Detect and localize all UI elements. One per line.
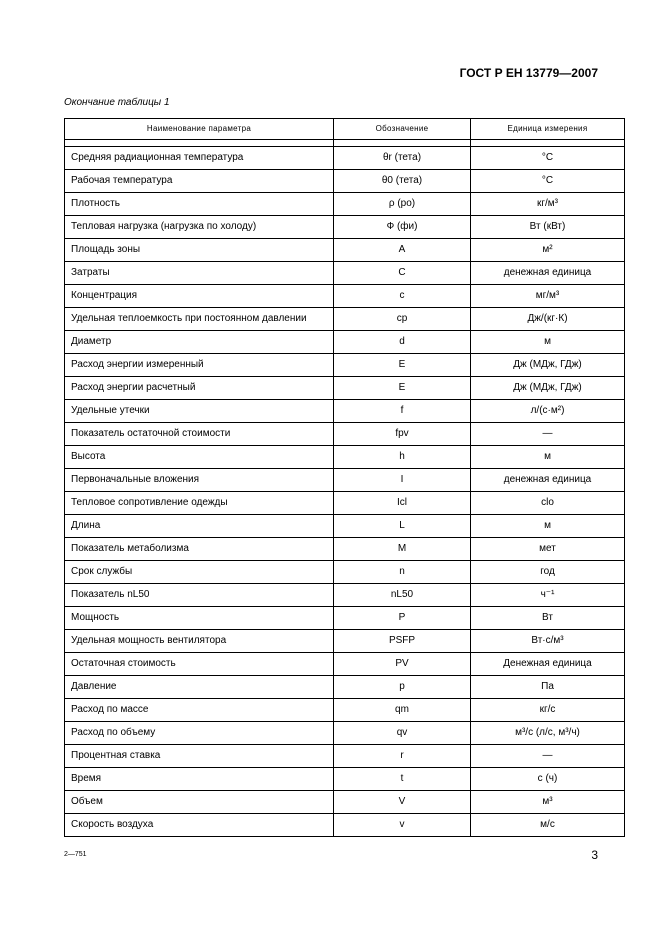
parameter-name-cell: Площадь зоны — [65, 239, 334, 262]
header-parameter-name: Наименование параметра — [65, 119, 334, 140]
symbol-cell: V — [334, 791, 471, 814]
parameter-name-cell: Удельная теплоемкость при постоянном давлении — [65, 308, 334, 331]
symbol-cell: E — [334, 377, 471, 400]
unit-cell: мет — [471, 538, 625, 561]
parameter-name-cell: Тепловая нагрузка (нагрузка по холоду) — [65, 216, 334, 239]
table-row — [65, 285, 625, 308]
unit-cell: clo — [471, 492, 625, 515]
parameter-name-cell: Плотность — [65, 193, 334, 216]
table-row — [65, 607, 625, 630]
parameter-name-cell: Удельные утечки — [65, 400, 334, 423]
parameter-name-cell: Давление — [65, 676, 334, 699]
parameter-name-cell: Расход по массе — [65, 699, 334, 722]
symbol-cell: P — [334, 607, 471, 630]
unit-cell: Дж (МДж, ГДж) — [471, 354, 625, 377]
parameter-name-cell: Расход энергии измеренный — [65, 354, 334, 377]
parameter-name-cell: Высота — [65, 446, 334, 469]
parameter-name-cell: Средняя радиационная температура — [65, 147, 334, 170]
unit-cell: °C — [471, 147, 625, 170]
parameter-name-cell: Расход энергии расчетный — [65, 377, 334, 400]
parameter-name-cell: Показатель остаточной стоимости — [65, 423, 334, 446]
symbol-cell: ρ (ро) — [334, 193, 471, 216]
symbol-cell: v — [334, 814, 471, 837]
table-row — [65, 239, 625, 262]
unit-cell: м³/с (л/с, м³/ч) — [471, 722, 625, 745]
table-row — [65, 745, 625, 768]
symbol-cell: PSFP — [334, 630, 471, 653]
unit-cell: мг/м³ — [471, 285, 625, 308]
symbol-cell: p — [334, 676, 471, 699]
table-row — [65, 193, 625, 216]
unit-cell: м/с — [471, 814, 625, 837]
table-row — [65, 331, 625, 354]
symbol-cell: h — [334, 446, 471, 469]
symbol-cell: cp — [334, 308, 471, 331]
parameter-name-cell: Скорость воздуха — [65, 814, 334, 837]
parameter-name-cell: Время — [65, 768, 334, 791]
document-code: ГОСТ Р ЕН 13779—2007 — [459, 66, 598, 80]
header-unit: Единица измерения — [471, 119, 625, 140]
parameter-name-cell: Объем — [65, 791, 334, 814]
table-row — [65, 791, 625, 814]
unit-cell: м — [471, 515, 625, 538]
parameter-name-cell: Удельная мощность вентилятора — [65, 630, 334, 653]
unit-cell: л/(с·м²) — [471, 400, 625, 423]
unit-cell: кг/м³ — [471, 193, 625, 216]
parameter-name-cell: Мощность — [65, 607, 334, 630]
table-caption: Окончание таблицы 1 — [64, 97, 170, 108]
table-row — [65, 538, 625, 561]
unit-cell: Вт·с/м³ — [471, 630, 625, 653]
unit-cell: денежная единица — [471, 469, 625, 492]
table-row — [65, 653, 625, 676]
parameter-name-cell: Процентная ставка — [65, 745, 334, 768]
symbol-cell: c — [334, 285, 471, 308]
symbol-cell: nL50 — [334, 584, 471, 607]
table-row — [65, 722, 625, 745]
unit-cell: денежная единица — [471, 262, 625, 285]
symbol-cell: n — [334, 561, 471, 584]
table-row — [65, 354, 625, 377]
unit-cell: Денежная единица — [471, 653, 625, 676]
table-row — [65, 170, 625, 193]
parameter-name-cell: Срок службы — [65, 561, 334, 584]
table-row — [65, 262, 625, 285]
symbol-cell: I — [334, 469, 471, 492]
unit-cell: Па — [471, 676, 625, 699]
table-row — [65, 768, 625, 791]
unit-cell: м — [471, 446, 625, 469]
unit-cell: Дж (МДж, ГДж) — [471, 377, 625, 400]
symbol-cell: PV — [334, 653, 471, 676]
symbol-cell: d — [334, 331, 471, 354]
table-row — [65, 423, 625, 446]
symbol-cell: qv — [334, 722, 471, 745]
unit-cell: м — [471, 331, 625, 354]
parameter-name-cell: Длина — [65, 515, 334, 538]
table-row — [65, 699, 625, 722]
symbol-cell: f — [334, 400, 471, 423]
unit-cell: — — [471, 745, 625, 768]
symbol-cell: fpv — [334, 423, 471, 446]
table-row — [65, 308, 625, 331]
symbol-cell: Ф (фи) — [334, 216, 471, 239]
parameter-name-cell: Показатель nL50 — [65, 584, 334, 607]
symbol-cell: M — [334, 538, 471, 561]
table-row — [65, 147, 625, 170]
parameter-name-cell: Показатель метаболизма — [65, 538, 334, 561]
symbol-cell: θ0 (тета) — [334, 170, 471, 193]
unit-cell: ч⁻¹ — [471, 584, 625, 607]
table-header-row — [65, 119, 625, 140]
table-row — [65, 446, 625, 469]
parameter-name-cell: Концентрация — [65, 285, 334, 308]
unit-cell: м³ — [471, 791, 625, 814]
symbol-cell: E — [334, 354, 471, 377]
symbol-cell: L — [334, 515, 471, 538]
symbol-cell: θr (тета) — [334, 147, 471, 170]
table-row — [65, 561, 625, 584]
table-row — [65, 469, 625, 492]
parameter-name-cell: Рабочая температура — [65, 170, 334, 193]
unit-cell: м² — [471, 239, 625, 262]
parameter-name-cell: Расход по объему — [65, 722, 334, 745]
unit-cell: Вт (кВт) — [471, 216, 625, 239]
symbol-cell: qm — [334, 699, 471, 722]
parameter-name-cell: Первоначальные вложения — [65, 469, 334, 492]
unit-cell: кг/с — [471, 699, 625, 722]
table-row — [65, 377, 625, 400]
symbol-cell: Icl — [334, 492, 471, 515]
symbol-cell: r — [334, 745, 471, 768]
table-row — [65, 630, 625, 653]
unit-cell: с (ч) — [471, 768, 625, 791]
table-row — [65, 492, 625, 515]
table-row — [65, 584, 625, 607]
parameters-table — [64, 118, 625, 837]
symbol-cell: t — [334, 768, 471, 791]
table-row — [65, 216, 625, 239]
table-row — [65, 400, 625, 423]
unit-cell: год — [471, 561, 625, 584]
print-code: 2—751 — [64, 851, 87, 858]
header-symbol: Обозначение — [334, 119, 471, 140]
symbol-cell: A — [334, 239, 471, 262]
table-row — [65, 814, 625, 837]
unit-cell: Дж/(кг·К) — [471, 308, 625, 331]
unit-cell: — — [471, 423, 625, 446]
symbol-cell: C — [334, 262, 471, 285]
unit-cell: °C — [471, 170, 625, 193]
parameter-name-cell: Затраты — [65, 262, 334, 285]
parameter-name-cell: Тепловое сопротивление одежды — [65, 492, 334, 515]
table-spacer — [65, 140, 625, 147]
parameter-name-cell: Диаметр — [65, 331, 334, 354]
parameter-name-cell: Остаточная стоимость — [65, 653, 334, 676]
page-number: 3 — [591, 848, 598, 862]
table-row — [65, 676, 625, 699]
unit-cell: Вт — [471, 607, 625, 630]
table-row — [65, 515, 625, 538]
